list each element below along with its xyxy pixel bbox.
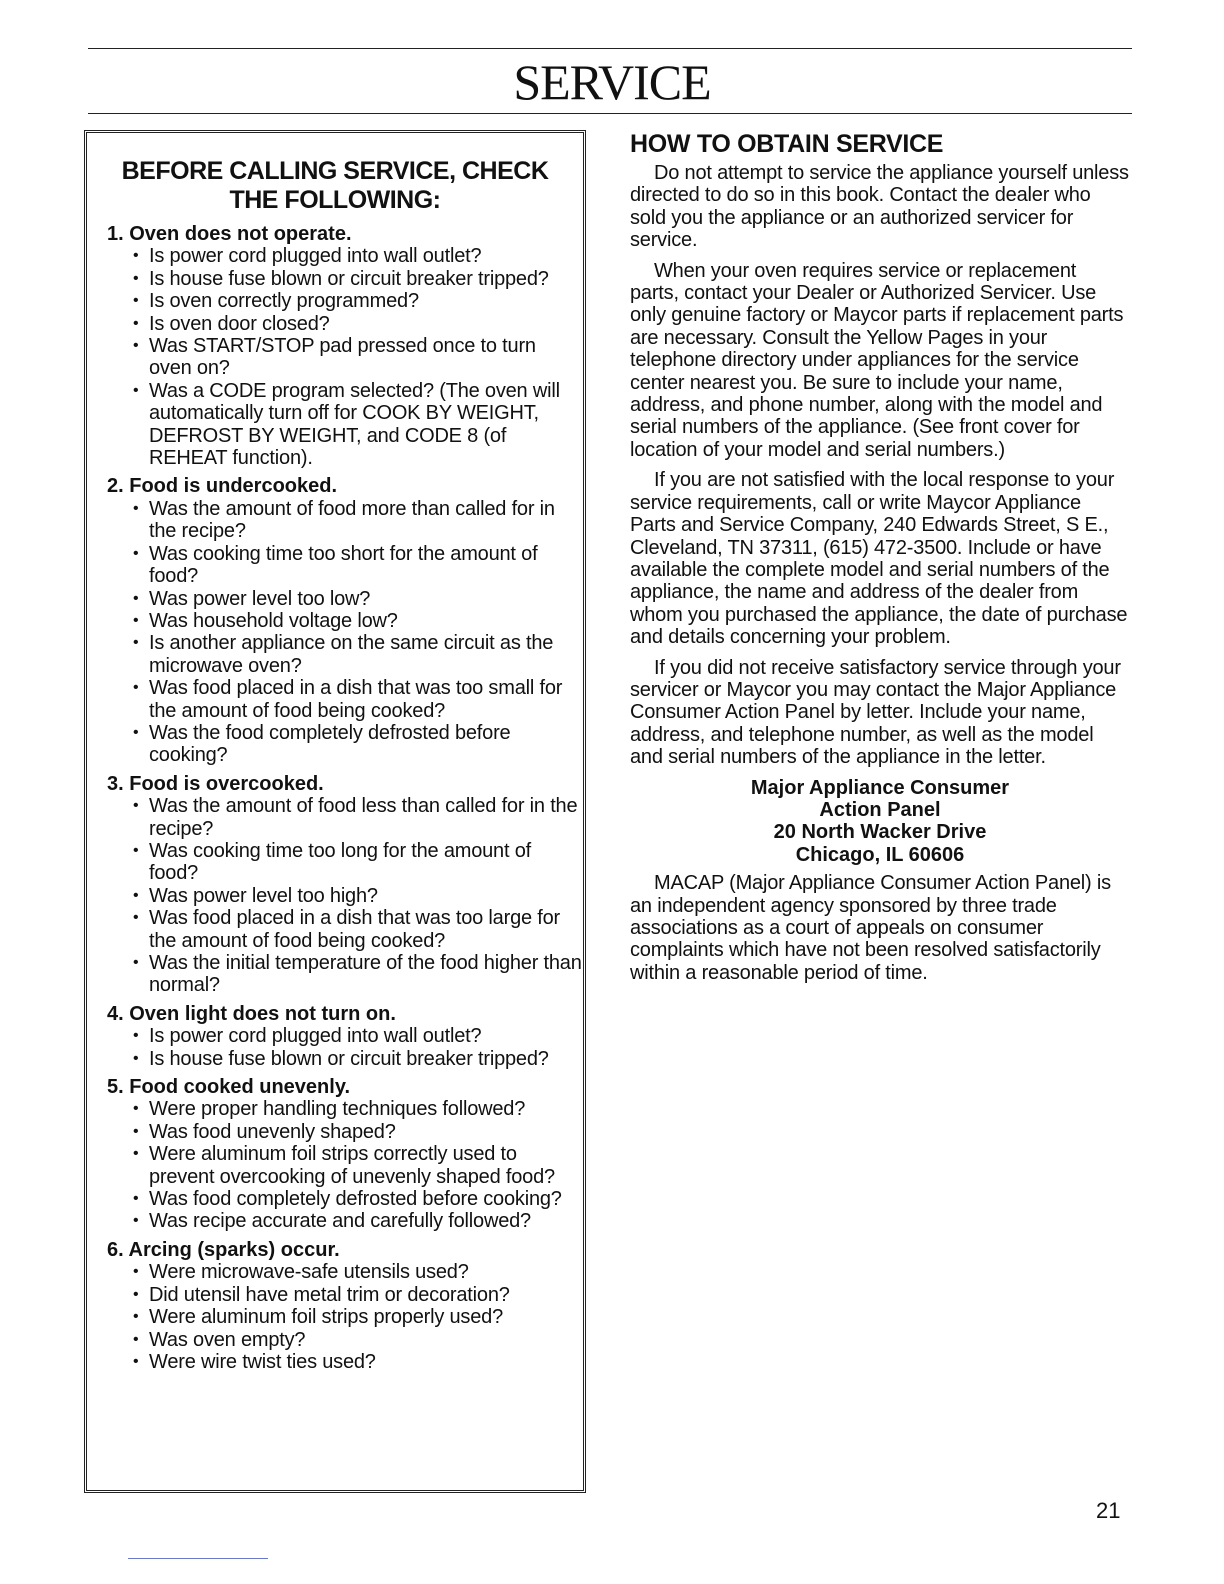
- bullet-icon: •: [133, 1263, 139, 1281]
- bullet-icon: •: [133, 544, 139, 562]
- title-underline: [88, 113, 1132, 114]
- page-title: SERVICE: [513, 54, 711, 110]
- question-text: Was food placed in a dish that was too large for the amount of food being cooked?: [149, 907, 561, 952]
- page-number: 21: [1096, 1498, 1121, 1523]
- question-text: Did utensil have metal trim or decoration?: [149, 1283, 510, 1306]
- question-text: Is another appliance on the same circuit as the microwave oven?: [149, 632, 554, 677]
- question-list: [107, 1261, 583, 1373]
- question-item: [107, 1098, 583, 1120]
- question-list: [107, 795, 583, 997]
- question-text: Was the amount of food less than called for in the recipe?: [149, 795, 578, 840]
- question-item: [107, 907, 583, 952]
- question-item: [107, 268, 583, 290]
- service-paragraph: When your oven requires service or replacement parts, contact your Dealer or Authorized Servicer. Use only genuine factory or Maycor parts if replacement parts are necessary. Consult the Yellow Pages in your telephone directory under appliances for the service center nearest you. Be sure to include your name, address, and phone number, along with the model and serial numbers of the appliance. (See front cover for location of your model and serial numbers.): [630, 259, 1124, 461]
- service-paragraph: If you did not receive satisfactory service through your servicer or Maycor you may contact the Major Appliance Consumer Action Panel by letter. Include your name, address, and telephone number, as well as the model and serial numbers of the appliance in the letter.: [630, 656, 1121, 769]
- scan-mark: [128, 1558, 268, 1559]
- question-item: [107, 1284, 583, 1306]
- check-item: [107, 1076, 583, 1233]
- bullet-icon: •: [133, 247, 139, 265]
- question-item: [107, 1329, 583, 1351]
- question-text: Is oven correctly programmed?: [149, 290, 419, 313]
- service-section: [630, 130, 1130, 992]
- question-text: Was power level too high?: [149, 884, 378, 907]
- service-title: HOW TO OBTAIN SERVICE: [630, 130, 944, 158]
- bullet-icon: •: [133, 589, 139, 607]
- bullet-icon: •: [133, 1308, 139, 1326]
- check-item-heading: 4. Oven light does not turn on.: [107, 1002, 396, 1025]
- checklist-box: [84, 130, 586, 1493]
- bullet-icon: •: [133, 723, 139, 741]
- bullet-icon: •: [133, 1100, 139, 1118]
- question-item: [107, 1261, 583, 1283]
- checklist-items: [107, 223, 583, 1373]
- bullet-icon: •: [133, 1122, 139, 1140]
- check-item: [107, 1003, 583, 1070]
- bullet-icon: •: [133, 634, 139, 652]
- bullet-icon: •: [133, 1330, 139, 1348]
- bullet-icon: •: [133, 886, 139, 904]
- question-item: [107, 1306, 583, 1328]
- bullet-icon: •: [133, 954, 139, 971]
- question-item: [107, 885, 583, 907]
- check-item: [107, 1239, 583, 1373]
- check-item-heading: 2. Food is undercooked.: [107, 475, 338, 498]
- question-item: [107, 588, 583, 610]
- question-text: Is power cord plugged into wall outlet?: [149, 1025, 482, 1048]
- question-text: Was the food completely defrosted before cooking?: [149, 721, 511, 767]
- bullet-icon: •: [133, 269, 139, 287]
- address-line: Chicago, IL 60606: [795, 843, 965, 866]
- service-paragraph: Do not attempt to service the appliance yourself unless directed to do so in this book. Contact the dealer who sold you the appliance or an authorized servicer for service.: [630, 162, 1129, 252]
- check-item-heading: 1. Oven does not operate.: [107, 223, 352, 245]
- question-text: Were aluminum foil strips properly used?: [149, 1306, 504, 1329]
- question-item: [107, 840, 583, 885]
- bullet-icon: •: [133, 314, 139, 332]
- question-item: [107, 1048, 583, 1070]
- check-item-heading: 5. Food cooked unevenly.: [107, 1076, 351, 1099]
- bullet-icon: •: [133, 337, 139, 355]
- question-text: Is house fuse blown or circuit breaker tripped?: [149, 1047, 549, 1070]
- bullet-icon: •: [133, 611, 139, 629]
- question-text: Was START/STOP pad pressed once to turn oven on?: [149, 335, 536, 380]
- question-item: [107, 380, 583, 470]
- question-list: [107, 245, 583, 469]
- bullet-icon: •: [133, 1285, 139, 1303]
- question-item: [107, 722, 583, 767]
- macap-description: MACAP (Major Appliance Consumer Action Panel) is an independent agency sponsored by three trade associations as a court of appeals on consumer complaints which have not been resolved satisfactorily within a reasonable period of time.: [630, 872, 1111, 984]
- check-item-heading: 3. Food is overcooked.: [107, 772, 324, 795]
- question-item: [107, 1351, 583, 1373]
- question-item: [107, 610, 583, 632]
- bullet-icon: •: [133, 1027, 139, 1045]
- question-text: Was food unevenly shaped?: [149, 1120, 396, 1143]
- question-item: [107, 335, 583, 380]
- question-item: [107, 498, 583, 543]
- question-item: [107, 245, 583, 267]
- question-text: Were aluminum foil strips correctly used to prevent overcooking of unevenly shaped food?: [149, 1143, 555, 1188]
- check-item: [107, 223, 583, 469]
- question-item: [107, 1210, 583, 1232]
- bullet-icon: •: [133, 1190, 139, 1208]
- address-line: Action Panel: [819, 798, 941, 821]
- check-item: [107, 773, 583, 997]
- bullet-icon: •: [133, 909, 139, 927]
- question-item: [107, 952, 583, 997]
- bullet-icon: •: [133, 797, 139, 815]
- macap-address: [630, 777, 1130, 867]
- bullet-icon: •: [133, 381, 139, 399]
- question-text: Was a CODE program selected? (The oven will automatically turn off for COOK BY WEIGHT, DEFROST BY WEIGHT, and CODE 8 (of REHEAT function).: [149, 379, 560, 470]
- question-text: Was food placed in a dish that was too small for the amount of food being cooked?: [149, 677, 563, 722]
- question-text: Was cooking time too long for the amount of food?: [149, 839, 531, 885]
- question-text: Is house fuse blown or circuit breaker tripped?: [149, 267, 549, 290]
- question-text: Is oven door closed?: [149, 312, 330, 335]
- question-item: [107, 677, 583, 722]
- question-text: Were microwave-safe utensils used?: [149, 1261, 469, 1284]
- question-list: [107, 1025, 583, 1070]
- question-item: [107, 795, 583, 840]
- top-rule: [88, 48, 1132, 49]
- question-text: Were wire twist ties used?: [149, 1350, 376, 1373]
- question-list: [107, 1098, 583, 1232]
- bullet-icon: •: [133, 1145, 139, 1163]
- check-item-heading: 6. Arcing (sparks) occur.: [107, 1238, 340, 1261]
- question-text: Is power cord plugged into wall outlet?: [149, 245, 482, 268]
- address-line: Major Appliance Consumer: [750, 776, 1010, 799]
- checklist-title: BEFORE CALLING SERVICE, CHECK THE FOLLOWING:: [121, 157, 549, 214]
- bullet-icon: •: [133, 499, 139, 517]
- question-item: [107, 543, 583, 588]
- question-list: [107, 498, 583, 767]
- question-text: Was the initial temperature of the food higher than normal?: [149, 952, 582, 997]
- address-line: 20 North Wacker Drive: [773, 821, 987, 844]
- service-paragraph: If you are not satisfied with the local response to your service requirements, call or write Maycor Appliance Parts and Service Company, 240 Edwards Street, S E., Cleveland, TN 37311, (615) 472-3500. Include or have available the complete model and serial numbers of the appliance, the name and address of the dealer from whom you purchased the appliance, the date of purchase and details concerning your problem.: [630, 469, 1128, 649]
- question-item: [107, 632, 583, 677]
- question-text: Were proper handling techniques followed?: [149, 1098, 526, 1121]
- question-item: [107, 1143, 583, 1188]
- bullet-icon: •: [133, 1049, 139, 1067]
- bullet-icon: •: [133, 1212, 139, 1230]
- question-item: [107, 1121, 583, 1143]
- question-item: [107, 1188, 583, 1210]
- question-text: Was power level too low?: [149, 587, 371, 610]
- bullet-icon: •: [133, 1352, 139, 1370]
- check-item: [107, 475, 583, 766]
- question-text: Was food completely defrosted before cooking?: [149, 1188, 562, 1211]
- question-text: Was recipe accurate and carefully followed?: [149, 1210, 531, 1233]
- bullet-icon: •: [133, 292, 139, 310]
- question-text: Was household voltage low?: [149, 609, 398, 632]
- bullet-icon: •: [133, 841, 139, 859]
- question-text: Was cooking time too short for the amount of food?: [149, 542, 538, 588]
- question-item: [107, 1025, 583, 1047]
- question-text: Was the amount of food more than called for in the recipe?: [149, 497, 555, 543]
- question-item: [107, 290, 583, 312]
- question-item: [107, 313, 583, 335]
- bullet-icon: •: [133, 679, 139, 697]
- question-text: Was oven empty?: [149, 1328, 306, 1351]
